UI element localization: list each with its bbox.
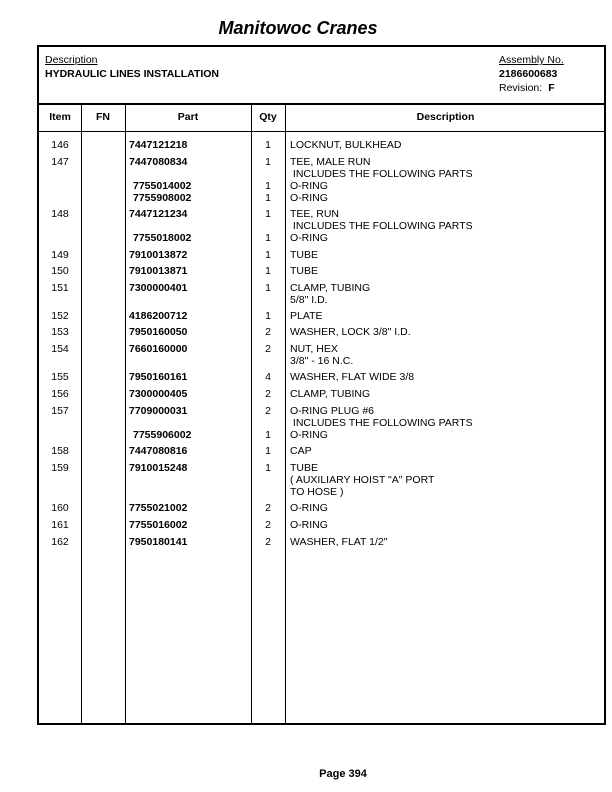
column-header-description: Description (416, 111, 475, 123)
part-description (290, 371, 414, 383)
part-description (290, 388, 370, 400)
description-line: LOCKNUT, BULKHEAD (290, 139, 402, 151)
part-description (290, 249, 318, 261)
quantity: 1 (265, 249, 271, 261)
description-line: TUBE (290, 249, 319, 261)
quantity: 2 (265, 536, 271, 548)
part-description (290, 208, 473, 232)
item-number: 158 (51, 445, 69, 457)
part-description (290, 502, 328, 514)
quantity: 2 (265, 343, 271, 355)
item-number: 152 (51, 310, 69, 322)
part-number: 7910013871 (129, 265, 188, 277)
description-line: ( AUXILIARY HOIST "A" PORT (290, 474, 435, 486)
item-number: 159 (51, 462, 69, 474)
item-number: 147 (51, 156, 69, 168)
description-line: TEE, RUN (290, 208, 340, 220)
item-number: 156 (51, 388, 69, 400)
part-description (290, 232, 328, 244)
quantity: 2 (265, 388, 271, 400)
assembly-number: 2186600683 (499, 68, 558, 80)
part-number: 7300000405 (129, 388, 188, 400)
description-line: O-RING (290, 192, 328, 204)
item-number: 162 (51, 536, 69, 548)
description-line: CAP (290, 445, 312, 457)
description-line: INCLUDES THE FOLLOWING PARTS (290, 220, 473, 232)
quantity: 2 (265, 519, 271, 531)
revision-value: F (548, 82, 555, 94)
description-line: O-RING (290, 502, 328, 514)
quantity: 2 (265, 405, 271, 417)
part-number: 7447080834 (129, 156, 188, 168)
description-line: TUBE (290, 462, 319, 474)
part-description (290, 156, 473, 180)
description-line: INCLUDES THE FOLLOWING PARTS (290, 168, 473, 180)
column-header-item: Item (49, 111, 71, 123)
part-number: 7950160161 (129, 371, 188, 383)
part-number: 7755906002 (133, 429, 192, 441)
item-number: 154 (51, 343, 69, 355)
description-line: TO HOSE ) (290, 486, 344, 498)
description-line: INCLUDES THE FOLLOWING PARTS (290, 417, 473, 429)
column-header-fn: FN (96, 111, 110, 123)
column-divider (125, 103, 126, 723)
part-description (290, 445, 312, 457)
part-description (290, 265, 318, 277)
item-number: 155 (51, 371, 69, 383)
part-number: 7447121234 (129, 208, 188, 220)
part-description (290, 139, 401, 151)
item-number: 148 (51, 208, 69, 220)
description-line: TUBE (290, 265, 319, 277)
part-description (290, 343, 353, 367)
part-number: 7709000031 (129, 405, 188, 417)
part-number: 7950160050 (129, 326, 188, 338)
item-number: 157 (51, 405, 69, 417)
part-description (290, 180, 328, 192)
description-label: Description (45, 54, 98, 66)
page-title: Manitowoc Cranes (218, 18, 378, 38)
item-number: 149 (51, 249, 69, 261)
item-number: 146 (51, 139, 69, 151)
part-description (290, 310, 322, 322)
assembly-header (39, 47, 604, 105)
assembly-number-label: Assembly No. (499, 54, 564, 66)
description-line: O-RING (290, 232, 328, 244)
description-line: TEE, MALE RUN (290, 156, 371, 168)
quantity: 1 (265, 232, 271, 244)
part-description (290, 462, 434, 498)
part-description (290, 536, 387, 548)
part-number: 7910015248 (129, 462, 188, 474)
quantity: 1 (265, 429, 271, 441)
quantity: 1 (265, 139, 271, 151)
description-line: 3/8" - 16 N.C. (290, 355, 354, 367)
quantity: 1 (265, 462, 271, 474)
item-number: 161 (51, 519, 69, 531)
description-line: O-RING (290, 519, 328, 531)
quantity: 2 (265, 326, 271, 338)
description-line: O-RING (290, 429, 328, 441)
quantity: 1 (265, 156, 271, 168)
quantity: 1 (265, 192, 271, 204)
column-divider (285, 103, 286, 723)
part-description (290, 429, 328, 441)
revision-label: Revision: (499, 82, 543, 94)
parts-list-frame (37, 45, 606, 725)
part-description (290, 519, 328, 531)
description-line: CLAMP, TUBING (290, 388, 371, 400)
quantity: 1 (265, 310, 271, 322)
part-description (290, 326, 411, 338)
part-number: 7910013872 (129, 249, 188, 261)
quantity: 2 (265, 502, 271, 514)
part-number: 7300000401 (129, 282, 188, 294)
part-number: 7755014002 (133, 180, 192, 192)
part-number: 7660160000 (129, 343, 188, 355)
item-number: 153 (51, 326, 69, 338)
part-number: 4186200712 (129, 310, 188, 322)
description-line: NUT, HEX (290, 343, 338, 355)
part-number: 7447121218 (129, 139, 188, 151)
description-line: O-RING (290, 180, 328, 192)
page-number: Page 394 (319, 768, 367, 780)
item-number: 151 (51, 282, 69, 294)
part-number: 7447080816 (129, 445, 188, 457)
part-description (290, 282, 370, 306)
description-line: CLAMP, TUBING (290, 282, 371, 294)
column-divider (81, 103, 82, 723)
part-number: 7950180141 (129, 536, 188, 548)
description-line: WASHER, LOCK 3/8" I.D. (290, 326, 411, 338)
column-header-part: Part (177, 111, 199, 123)
quantity: 1 (265, 265, 271, 277)
quantity: 1 (265, 445, 271, 457)
description-line: O-RING PLUG #6 (290, 405, 375, 417)
quantity: 1 (265, 208, 271, 220)
description-line: 5/8" I.D. (290, 294, 328, 306)
part-number: 7755018002 (133, 232, 192, 244)
part-description (290, 405, 473, 429)
part-number: 7755021002 (129, 502, 188, 514)
quantity: 1 (265, 282, 271, 294)
description-line: WASHER, FLAT WIDE 3/8 (290, 371, 415, 383)
column-header-qty: Qty (259, 111, 277, 123)
part-description (290, 192, 328, 204)
quantity: 4 (265, 371, 271, 383)
description-line: PLATE (290, 310, 323, 322)
assembly-description: HYDRAULIC LINES INSTALLATION (45, 68, 220, 80)
part-number: 7755908002 (133, 192, 192, 204)
column-header-row (39, 103, 604, 132)
description-line: WASHER, FLAT 1/2" (290, 536, 388, 548)
item-number: 150 (51, 265, 69, 277)
part-number: 7755016002 (129, 519, 188, 531)
item-number: 160 (51, 502, 69, 514)
quantity: 1 (265, 180, 271, 192)
